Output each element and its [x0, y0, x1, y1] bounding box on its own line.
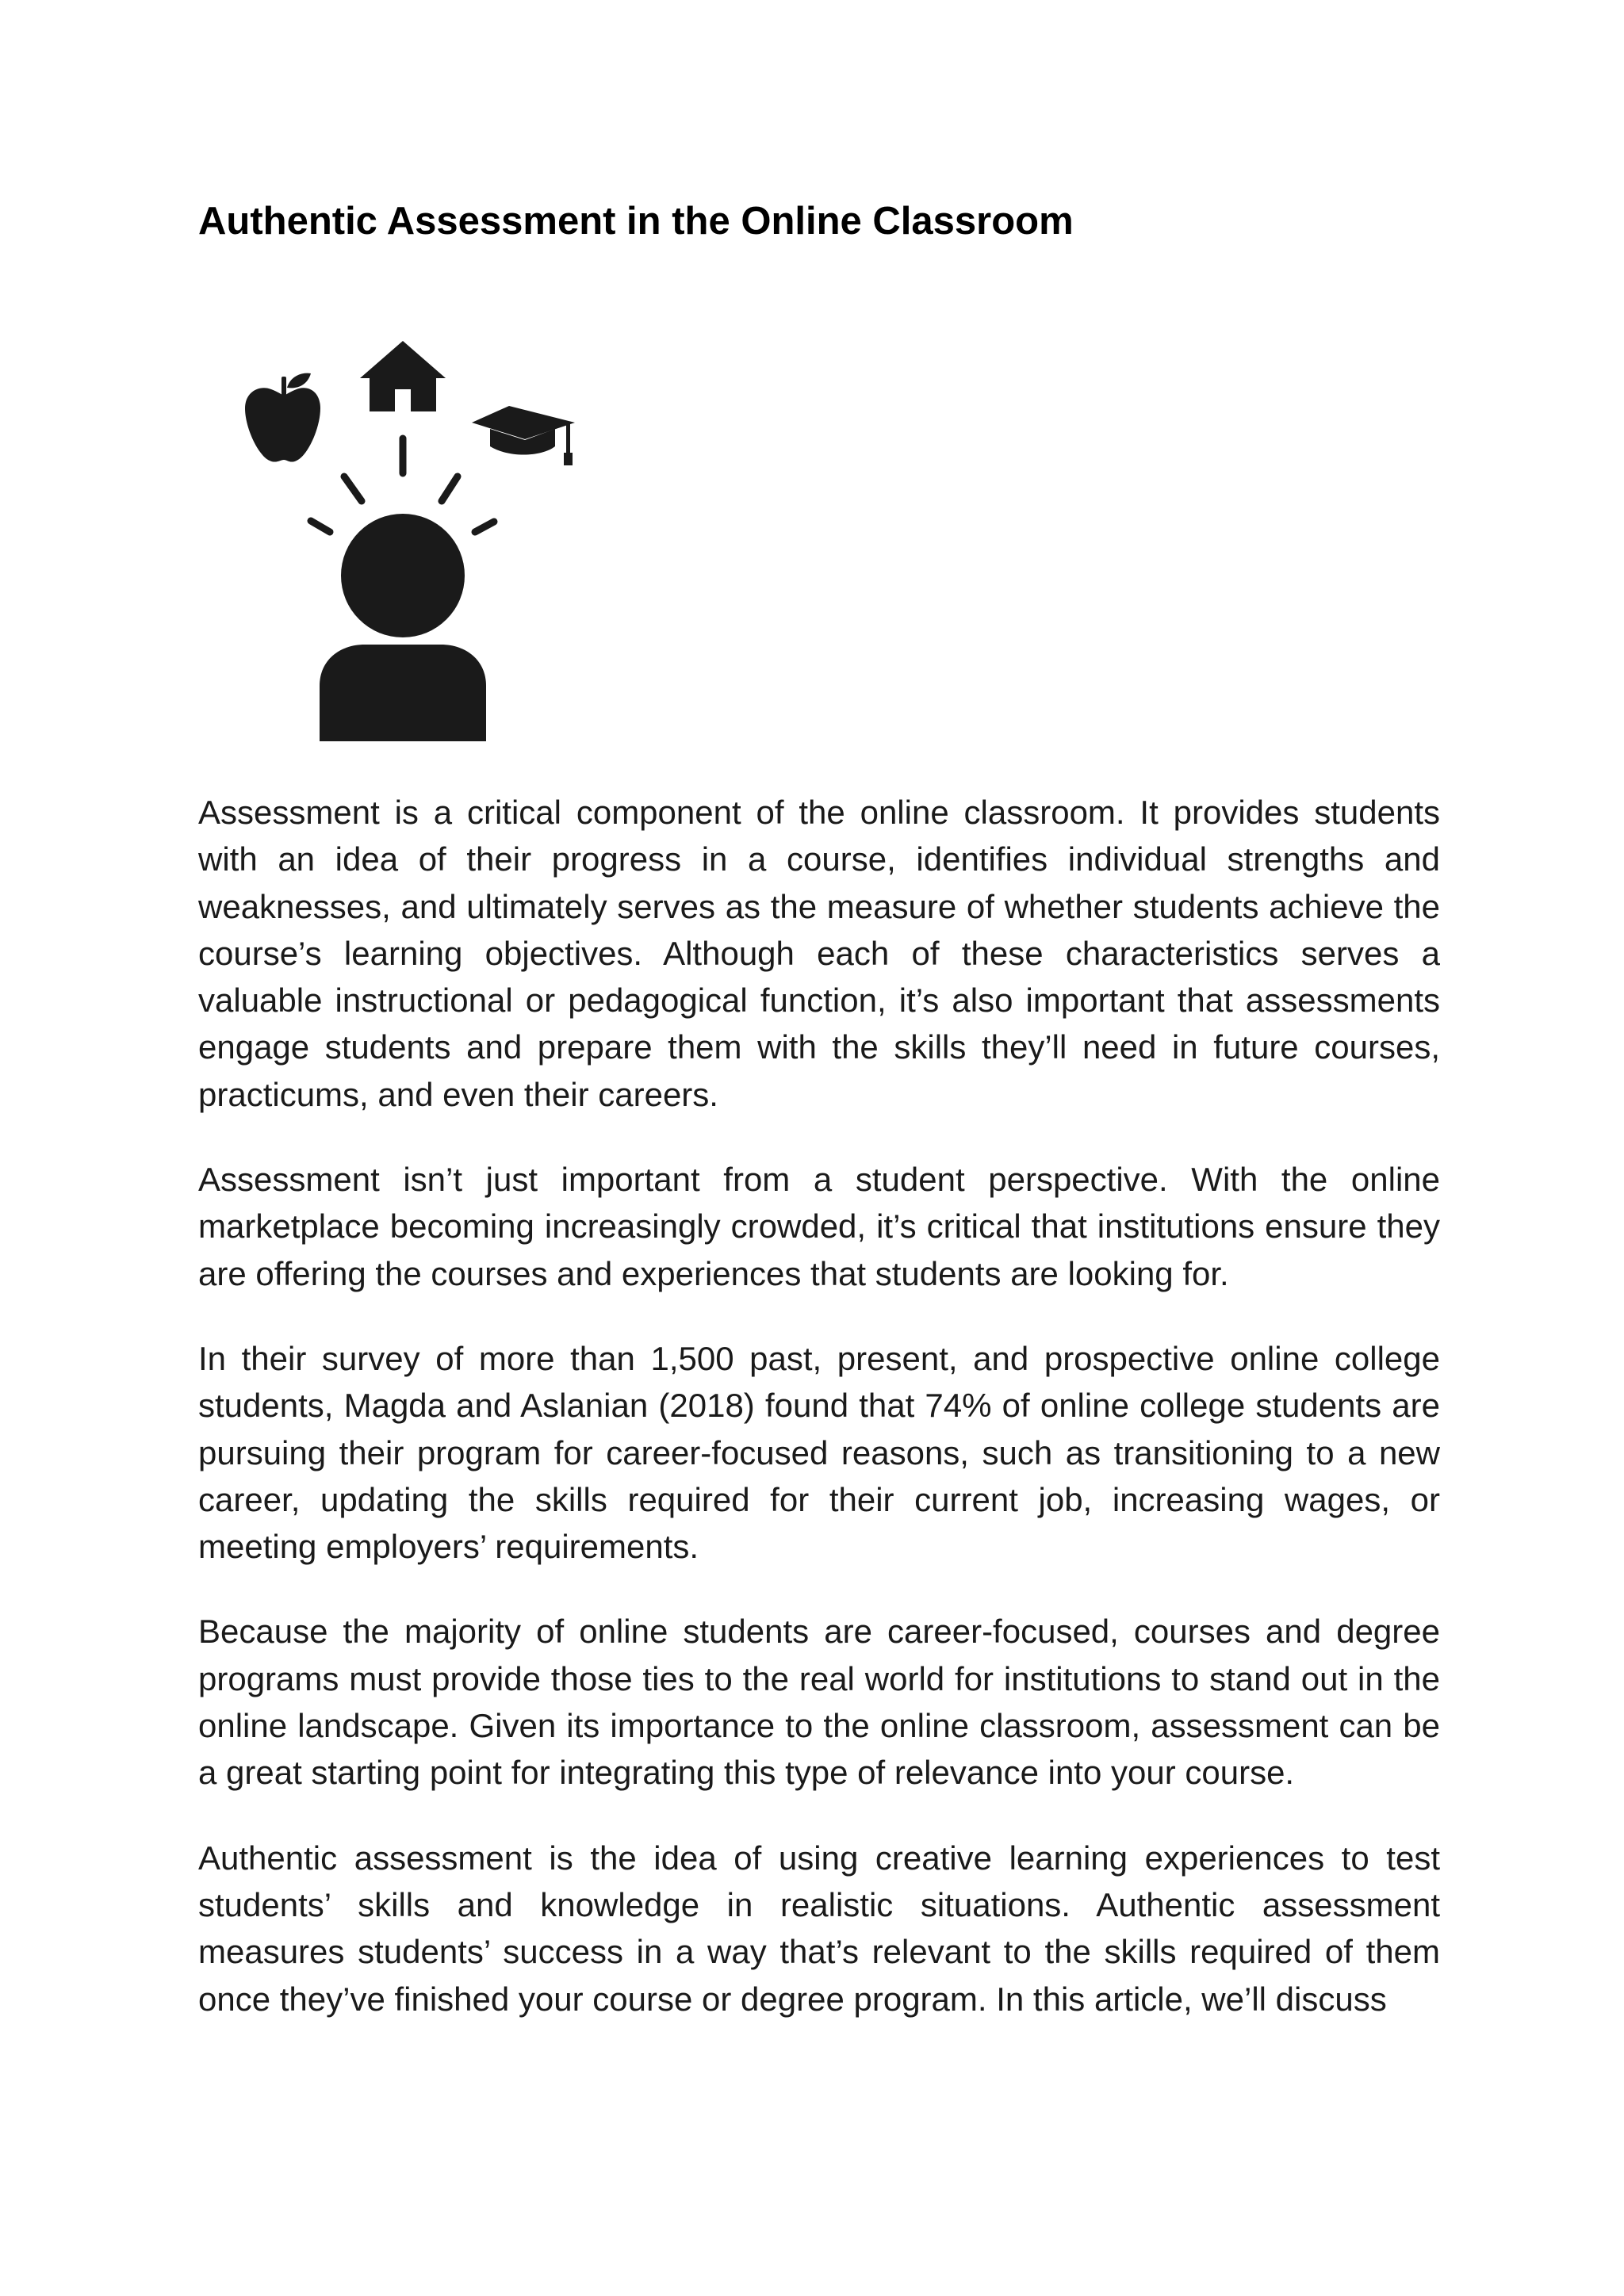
- student-person-icon: [320, 514, 486, 741]
- paragraph: In their survey of more than 1,500 past, present, and prospective online college students, Magda and Aslanian (2018) found that 74% of online college students are pursuing their program for career-focused reasons, such as transitioning to a new career, updating the skills required for their current job, increasing wages, or meeting employers’ requirements.: [198, 1339, 1440, 1566]
- paragraph: Authentic assessment is the idea of using creative learning experiences to test students’ skills and knowledge in realistic situations. Authentic assessment measures students’ success in a way that’s relevant to the skills required of them once they’ve finished your course or degree program. In this article, we’ll discuss: [198, 1839, 1440, 2018]
- paragraph: Assessment isn’t just important from a student perspective. With the online marketplace becoming increasingly crowded, it’s critical that institutions ensure they are offering the courses and experiences that students are looking for.: [198, 1161, 1440, 1292]
- document-title: Authentic Assessment in the Online Classroom: [198, 200, 1074, 243]
- paragraph: Assessment is a critical component of the online classroom. It provides students with an idea of their progress in a course, identifies individual strengths and weaknesses, and ultimately serves as the measure of whether students achieve the course’s learning objectives. Although each of these characteristics serves a valuable instructional or pedagogical function, it’s also important that assessments engage students and prepare them with the skills they’ll need in future courses, practicums, and even their careers.: [198, 794, 1440, 1113]
- student-ideas-illustration: [238, 337, 587, 741]
- home-icon: [360, 341, 446, 411]
- article-body: [198, 789, 1440, 2061]
- apple-icon: [245, 373, 320, 462]
- graduation-cap-icon: [472, 406, 575, 465]
- paragraph: Because the majority of online students are career-focused, courses and degree programs must provide those ties to the real world for institutions to stand out in the online landscape. Given its importance to the online classroom, assessment can be a great starting point for integrating this type of relevance into your course.: [198, 1613, 1440, 1792]
